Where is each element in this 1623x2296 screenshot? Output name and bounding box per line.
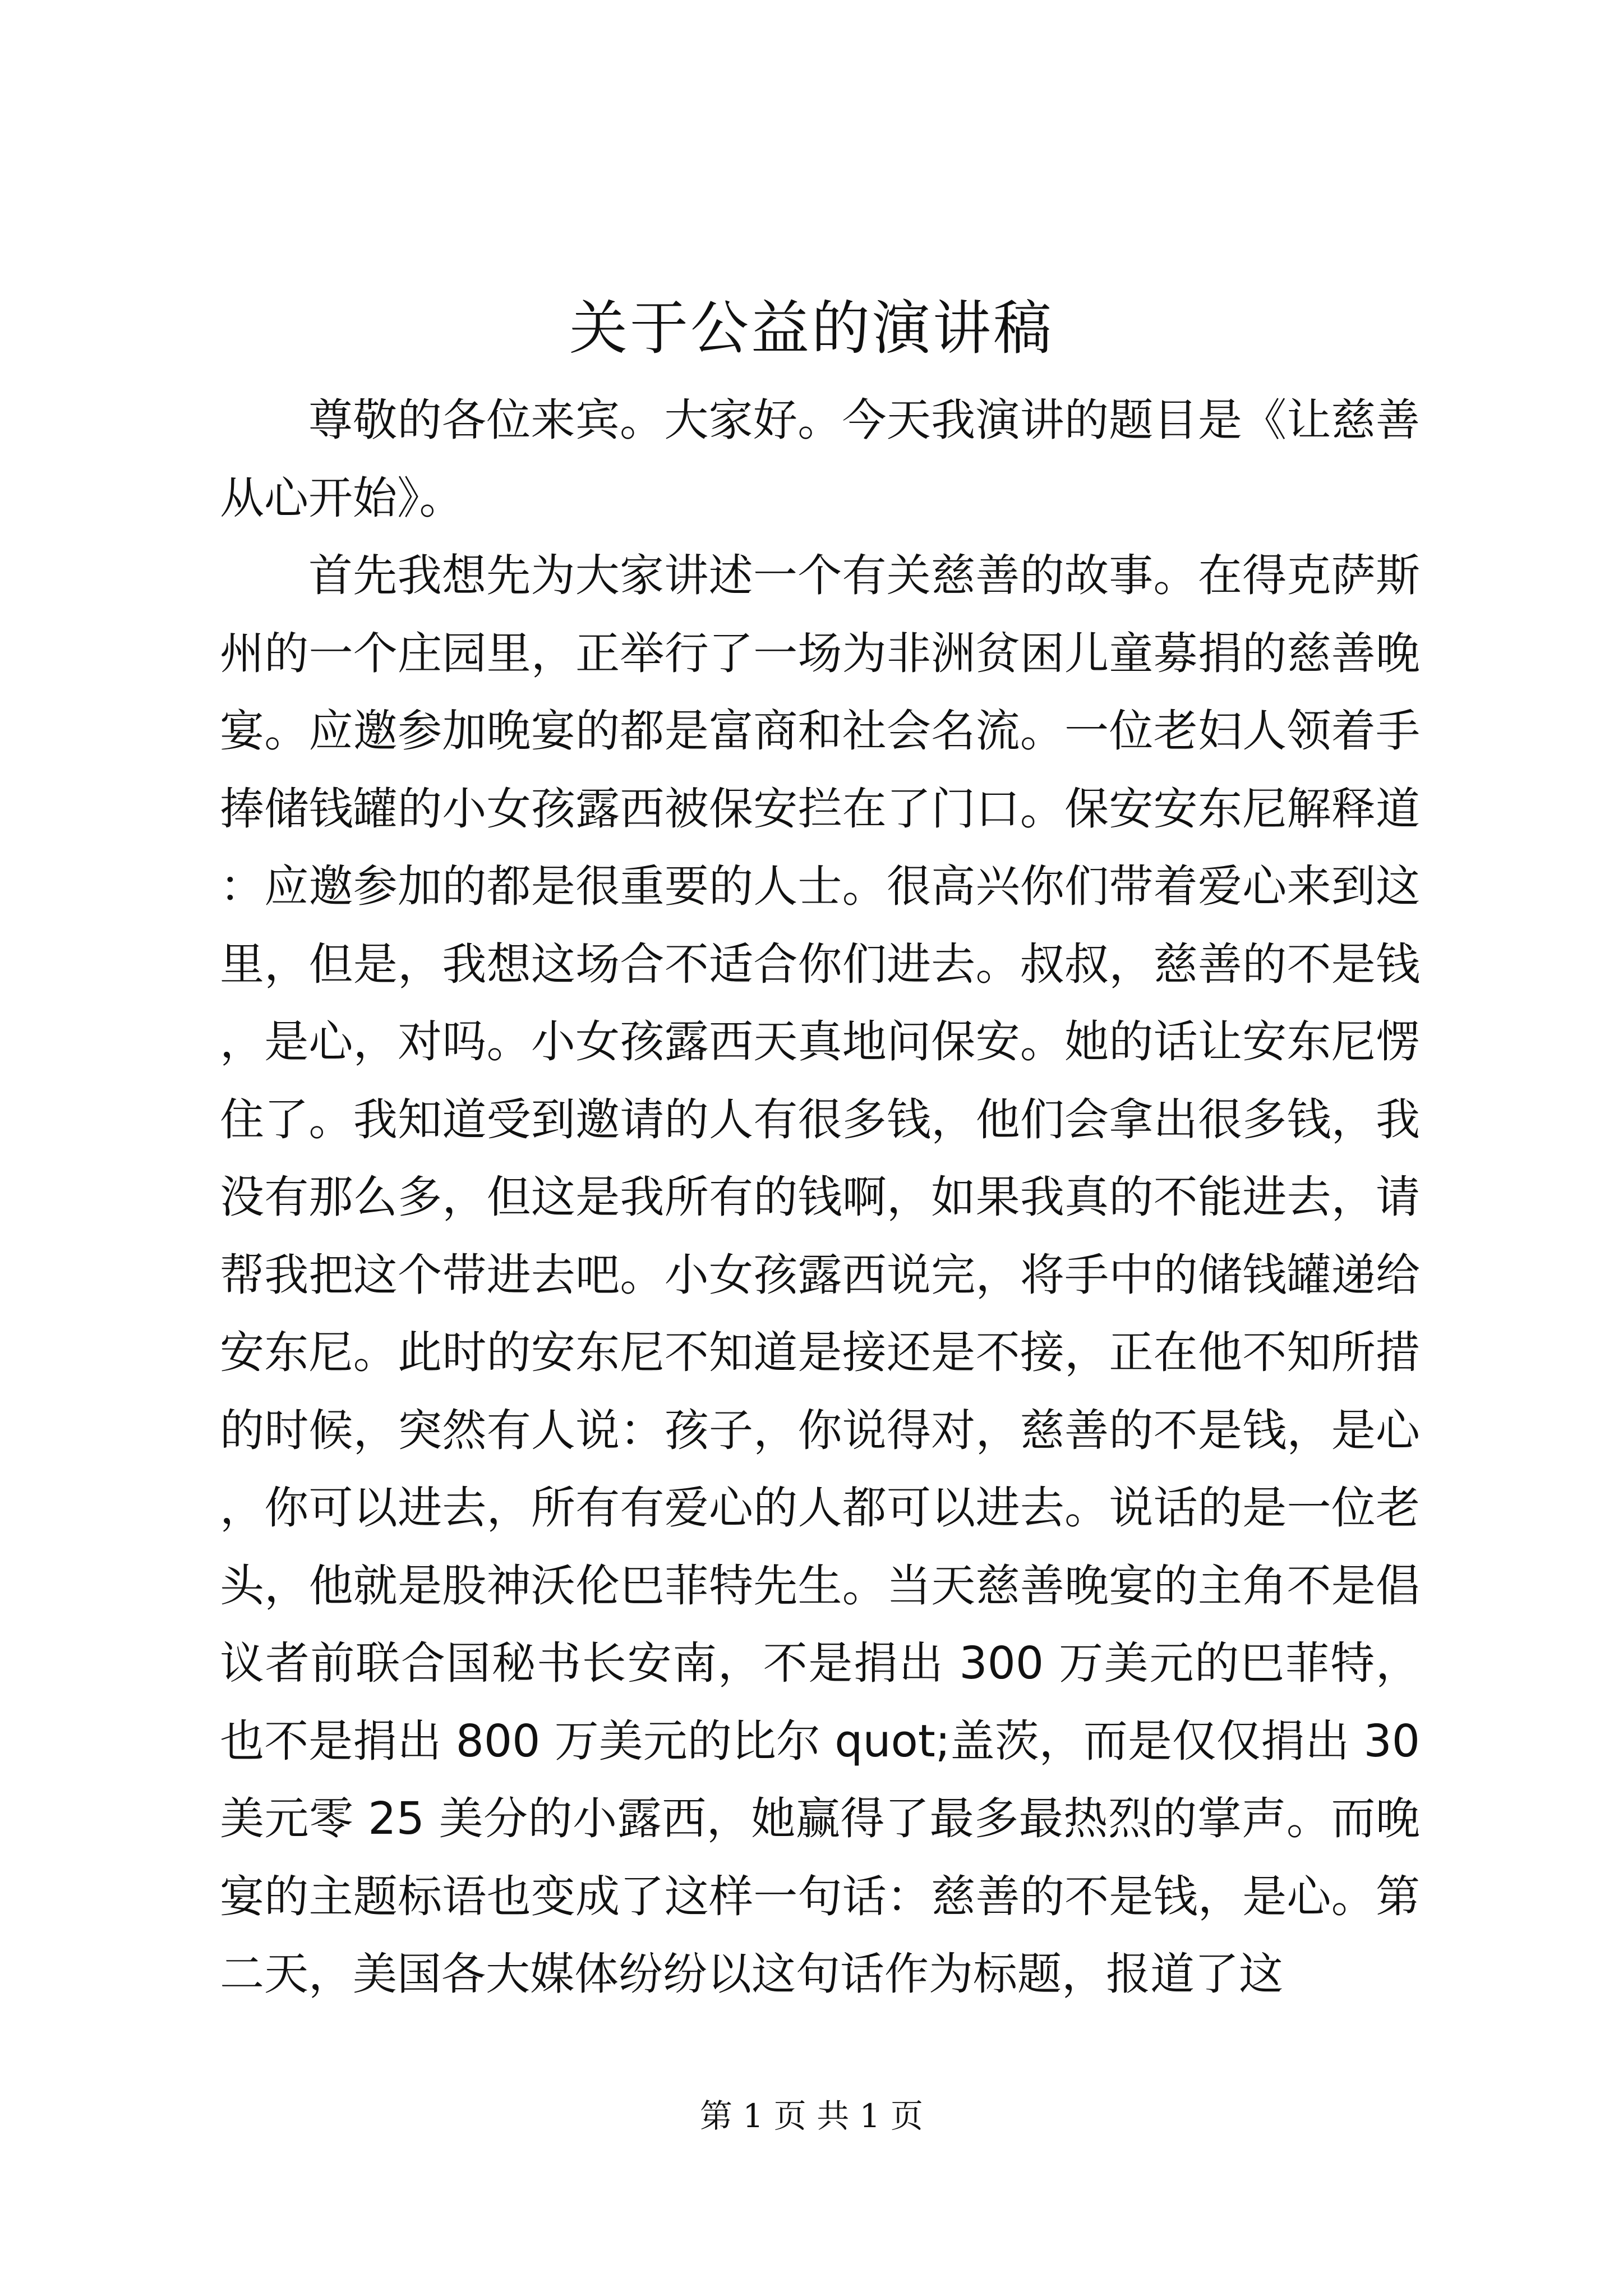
page-footer: 第 1 页 共 1 页 — [700, 2097, 923, 2135]
document-title: 关于公益的演讲稿 — [569, 294, 1054, 362]
paragraph-greeting: 尊敬的各位来宾。大家好。今天我演讲的题目是《让慈善从心开始》。 — [220, 394, 1420, 524]
document-body — [220, 381, 1420, 2013]
paragraph-story: 首先我想先为大家讲述一个有关慈善的故事。在得克萨斯州的一个庄园里，正举行了一场为非洲贫困儿童募捐的慈善晚宴。应邀参加晚宴的都是富商和社会名流。一位老妇人领着手捧储钱罐的小女孩露西被保安拦在了门口。保安安东尼解释道：应邀参加的都是很重要的人士。很高兴你们带着爱心来到这里，但是，我想这场合不适合你们进去。叔叔，慈善的不是钱，是心，对吗。小女孩露西天真地问保安。她的话让安东尼愣住了。我知道受到邀请的人有很多钱，他们会拿出很多钱，我没有那么多，但这是我所有的钱啊，如果我真的不能进去，请帮我把这个带进去吧。小女孩露西说完，将手中的储钱罐递给安东尼。此时的安东尼不知道是接还是不接，正在他不知所措的时候，突然有人说：孩子，你说得对，慈善的不是钱，是心，你可以进去，所有有爱心的人都可以进去。说话的是一位老头，他就是股神沃伦巴菲特先生。当天慈善晚宴的主角不是倡议者前联合国秘书长安南，不是捐出 300 万美元的巴菲特，也不是捐出 800 万美元的比尔 quot;盖茨，而是仅仅捐出 30 美元零 25 美分的小露西，她赢得了最多最热烈的掌声。而晚宴的主题标语也变成了这样一句话：慈善的不是钱，是心。第二天，美国各大媒体纷纷以这句话作为标题，报道了这 — [220, 550, 1420, 2000]
